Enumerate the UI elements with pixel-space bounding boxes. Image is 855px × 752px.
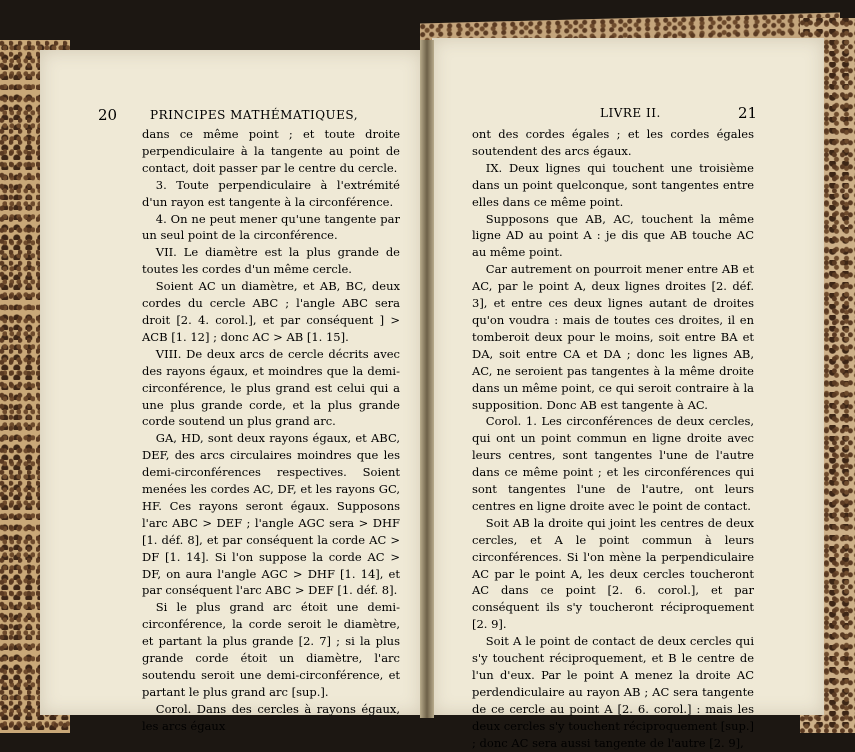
paragraph: 3. Toute perpendiculaire à l'extrémité d'un rayon est tangente à la circonférence. [142, 177, 400, 209]
paragraph: Car autrement on pourroit mener entre AB et AC, par le point A, deux lignes droites [2. déf. 3], et entre ces deux lignes autant de droites qu'on voudra : mais de toutes ces droites, il en tomberoit deux pour le moins, soit entre BA et DA, soit entre CA et DA ; donc les lignes AB, AC, ne seroient pas tangentes à la même droite dans un même point, ce qui seroit contraire à la supposition. Donc AB est tangente à AC. [472, 262, 754, 412]
paragraph: GA, HD, sont deux rayons égaux, et ABC, DEF, des arcs circulaires moindres que les demi-circonférences respectives. Soient menées les cordes AC, DF, et les rayons GC, HF. Ces rayons seront égaux. Supposons l'arc ABC > DEF ; l'angle AGC sera > DHF [1. déf. 8], et par conséquent la corde AC > DF [1. 14]. Si l'on suppose la corde AC > DF, on aura l'angle AGC > DHF [1. 14], et par conséquent l'arc ABC > DEF [1. déf. 8]. [142, 431, 400, 598]
paragraph: dans ce même point ; et toute droite perpendiculaire à la tangente au point de contact, doit passer par le centre du cercle. [142, 127, 400, 175]
paragraph: Corol. Dans des cercles à rayons égaux, les arcs égaux [142, 701, 400, 733]
book-gutter [420, 40, 434, 718]
paragraph: Si le plus grand arc étoit une demi-circonférence, la corde seroit le diamètre, et partant la plus grande [2. 7] ; si la plus grande corde étoit un diamètre, l'arc soutendu seroit une demi-circonférence, et partant le plus grand arc [sup.]. [142, 600, 400, 699]
paragraph: Soient AC un diamètre, et AB, BC, deux cordes du cercle ABC ; l'angle ABC sera droit [2. 4. corol.], et par conséquent ] > ACB [1. 12] ; donc AC > AB [1. 15]. [142, 279, 400, 344]
paragraph: Corol. 1. Les circonférences de deux cercles, qui ont un point commun en ligne droite avec leurs centres, sont tangentes l'une de l'autre dans ce même point ; et les circonférences qui sont tangentes l'une de l'autre, ont leurs centres en ligne droite avec le point de contact. [472, 414, 754, 513]
right-page-text [472, 126, 754, 752]
paragraph: Supposons que AB, AC, touchent la même ligne AD au point A : je dis que AB touche AC au même point. [472, 211, 754, 260]
paragraph: Soit AB la droite qui joint les centres de deux cercles, et A le point commun à leurs circonférences. Si l'on mène la perpendiculaire AC par le point A, les deux cercles toucheront AC dans ce point [2. 6. corol.], et par conséquent ils s'y toucheront réciproquement [2. 9]. [472, 515, 754, 632]
paragraph: ont des cordes égales ; et les cordes égales soutendent des arcs égaux. [472, 127, 754, 158]
left-page-text [142, 126, 400, 735]
right-page-number: 21 [738, 104, 758, 122]
paragraph: Soit A le point de contact de deux cercles qui s'y touchent réciproquement, et B le centre de l'un d'eux. Par le point A menez la droite AC perdendiculaire au rayon AB ; AC sera tangente de ce cercle au point A [2. 6. corol.] : mais les deux cercles s'y touchent réciproquement [sup.] ; donc AC sera aussi tangente de l'autre [2. 9], [472, 634, 754, 750]
left-running-head: PRINCIPES MATHÉMATIQUES, [150, 108, 359, 122]
right-running-head: LIVRE II. [600, 106, 661, 120]
paragraph: IX. Deux lignes qui touchent une troisième dans un point quelconque, sont tangentes entre elles dans ce même point. [472, 160, 754, 209]
paragraph: VII. Le diamètre est la plus grande de toutes les cordes d'un même cercle. [142, 245, 400, 277]
paragraph: VIII. De deux arcs de cercle décrits avec des rayons égaux, et moindres que la demi-circonférence, le plus grand est celui qui a une plus grande corde, et la plus grande corde soutend un plus grand arc. [142, 346, 400, 429]
left-page-number: 20 [98, 106, 118, 124]
paragraph: 4. On ne peut mener qu'une tangente par un seul point de la circonférence. [142, 211, 400, 243]
